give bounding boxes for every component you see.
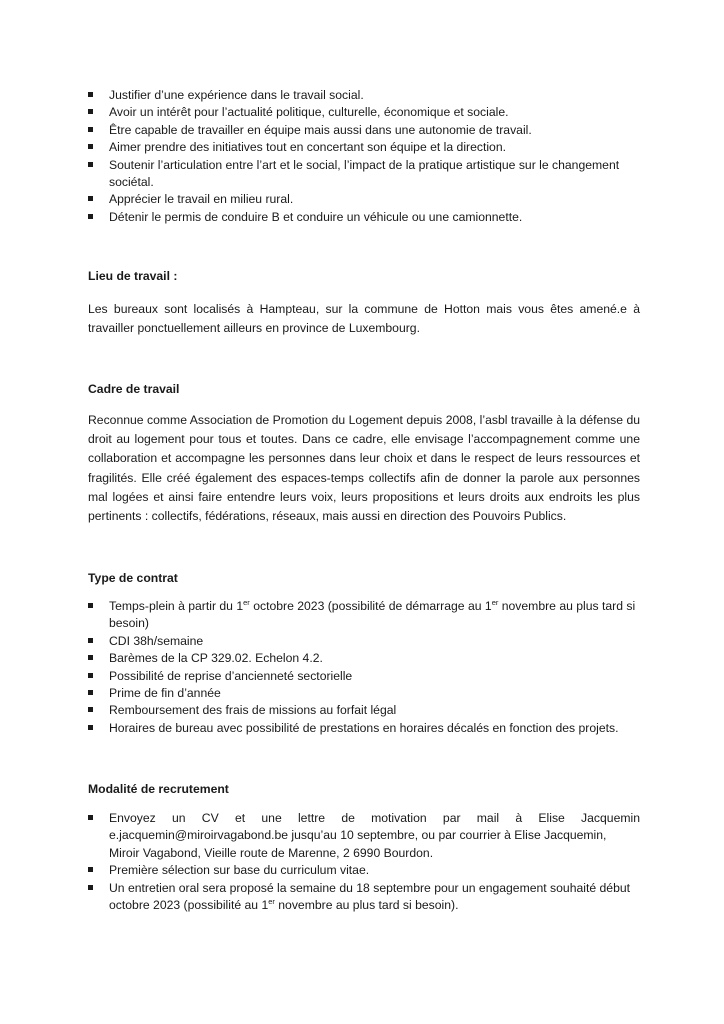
list-item: Avoir un intérêt pour l’actualité politique, culturelle, économique et sociale. [88,104,640,121]
list-item: Apprécier le travail en milieu rural. [88,191,640,208]
bullet-square-icon [88,92,93,97]
bullet-square-icon [88,144,93,149]
bullet-square-icon [88,655,93,660]
recruitment-list [88,810,640,914]
bullet-square-icon [88,603,93,608]
bullet-square-icon [88,725,93,730]
recruitment-line-1: Envoyez un CV et une lettre de motivation par mail à Elise Jacquemin [109,811,640,825]
contrat-heading: Type de contrat [88,571,178,585]
list-item: Remboursement des frais de missions au forfait légal [88,702,640,719]
list-item: Prime de fin d’année [88,685,640,702]
list-item: Aimer prendre des initiatives tout en concertant son équipe et la direction. [88,139,640,156]
list-item [88,810,640,862]
recruitment-rest: e.jacquemin@miroirvagabond.be jusqu’au 10 septembre, ou par courrier à Elise Jacquemin, Miroir Vagabond, Vieille route de Marenne, 2 6990 Bourdon. [109,828,607,860]
recrutement-heading: Modalité de recrutement [88,782,229,796]
bullet-square-icon [88,815,93,820]
list-item: Possibilité de reprise d’ancienneté sectorielle [88,668,640,685]
list-item: Justifier d’une expérience dans le travail social. [88,87,640,104]
bullet-square-icon [88,690,93,695]
list-item: Détenir le permis de conduire B et conduire un véhicule ou une camionnette. [88,209,640,226]
lieu-heading: Lieu de travail : [88,269,178,283]
cadre-heading: Cadre de travail [88,382,180,396]
list-item: Barèmes de la CP 329.02. Echelon 4.2. [88,650,640,667]
bullet-square-icon [88,109,93,114]
bullet-square-icon [88,214,93,219]
list-item: CDI 38h/semaine [88,633,640,650]
list-item: Temps-plein à partir du 1er octobre 2023 (possibilité de démarrage au 1er novembre au plus tard si besoin) [88,598,640,633]
requirements-list [88,87,640,226]
bullet-square-icon [88,673,93,678]
bullet-square-icon [88,162,93,167]
cadre-paragraph: Reconnue comme Association de Promotion du Logement depuis 2008, l’asbl travaille à la défense du droit au logement pour tous et toutes. Dans ce cadre, elle envisage l’accompagnement comme une collaboration et accompagne les personnes dans leur choix et dans le respect de leurs ressources et fragilités. Elle créé également des espaces-temps collectifs afin de donner la parole aux personnes mal logées et ainsi faire entendre leurs voix, leurs propositions et leurs droits aux endroits les plus pertinents : collectifs, fédérations, réseaux, mais aussi en direction des Pouvoirs Publics. [88,413,640,524]
bullet-square-icon [88,867,93,872]
bullet-square-icon [88,196,93,201]
list-item: Première sélection sur base du curriculum vitae. [88,862,640,879]
bullet-square-icon [88,127,93,132]
list-item: Soutenir l’articulation entre l’art et le social, l’impact de la pratique artistique sur le changement sociétal. [88,157,640,192]
bullet-square-icon [88,707,93,712]
lieu-paragraph: Les bureaux sont localisés à Hampteau, sur la commune de Hotton mais vous êtes amené.e à travailler ponctuellement ailleurs en province de Luxembourg. [88,302,640,336]
bullet-square-icon [88,638,93,643]
list-item: Un entretien oral sera proposé la semaine du 18 septembre pour un engagement souhaité début octobre 2023 (possibilité au 1er novembre au plus tard si besoin). [88,880,640,915]
contract-list [88,598,640,737]
bullet-square-icon [88,885,93,890]
list-item: Horaires de bureau avec possibilité de prestations en horaires décalés en fonction des projets. [88,720,640,737]
list-item: Être capable de travailler en équipe mais aussi dans une autonomie de travail. [88,122,640,139]
